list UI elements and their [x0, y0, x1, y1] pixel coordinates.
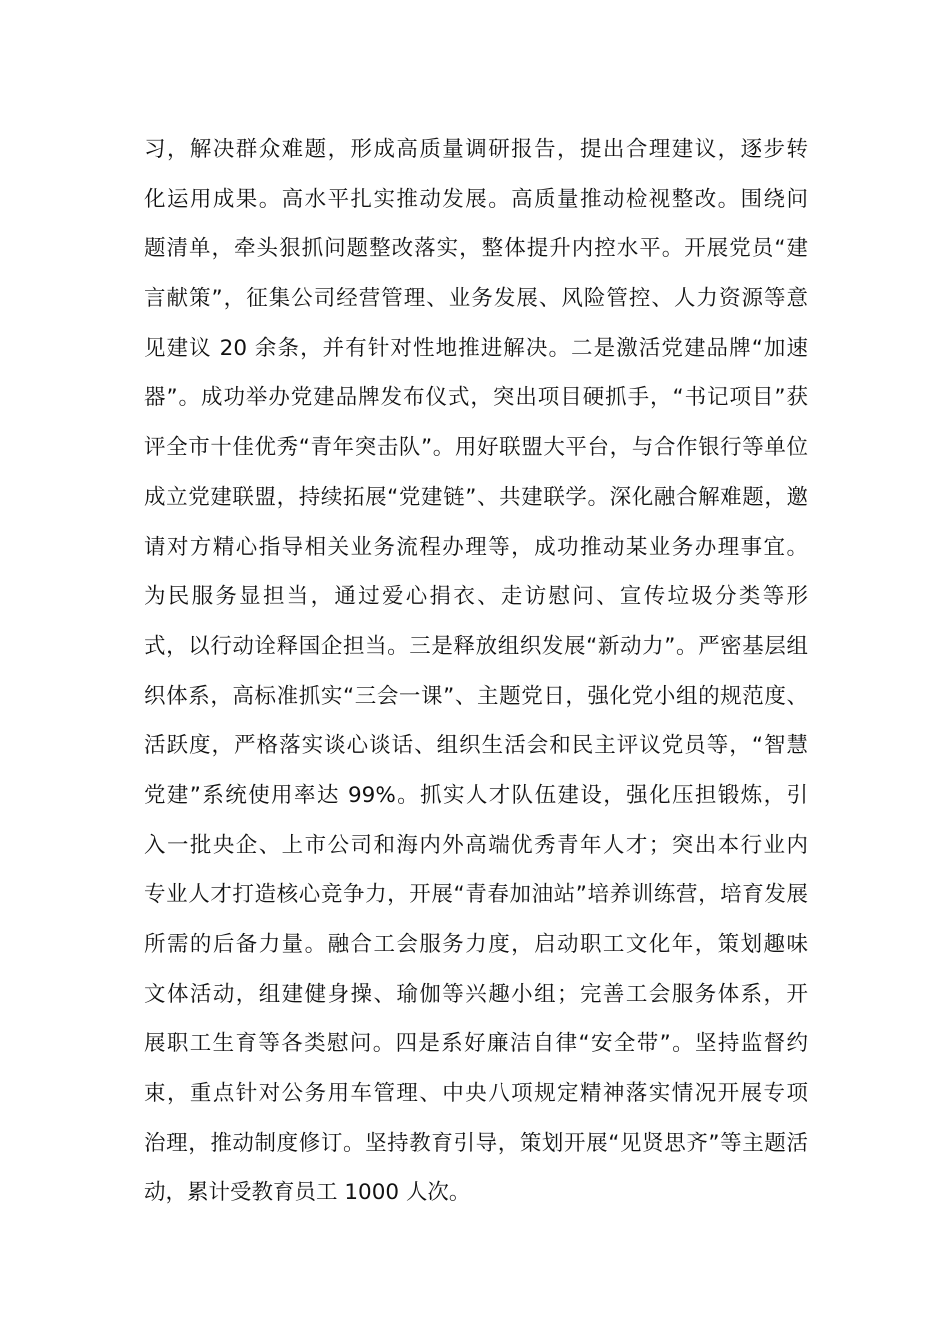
text-line: 请对方精心指导相关业务流程办理等，成功推动某业务办理事宜。	[144, 534, 808, 560]
text-line: 评全市十佳优秀“青年突击队”。用好联盟大平台，与合作银行等单位	[144, 435, 808, 461]
text-line: 入一批央企、上市公司和海内外高端优秀青年人才；突出本行业内	[144, 832, 808, 858]
text-line: 成立党建联盟，持续拓展“党建链”、共建联学。深化融合解难题，邀	[144, 484, 808, 510]
text-line: 见建议 20 余条，并有针对性地推进解决。二是激活党建品牌“加速	[144, 335, 808, 361]
text-line: 专业人才打造核心竞争力，开展“青春加油站”培养训练营，培育发展	[144, 882, 808, 908]
text-line: 式，以行动诠释国企担当。三是释放组织发展“新动力”。严密基层组	[144, 633, 808, 659]
text-line: 言献策”，征集公司经营管理、业务发展、风险管控、人力资源等意	[144, 286, 808, 312]
text-line: 活跃度，严格落实谈心谈话、组织生活会和民主评议党员等，“智慧	[144, 733, 808, 759]
text-line: 器”。成功举办党建品牌发布仪式，突出项目硬抓手，“书记项目”获	[144, 385, 808, 411]
text-line: 习，解决群众难题，形成高质量调研报告，提出合理建议，逐步转	[144, 137, 808, 162]
text-line: 党建”系统使用率达 99%。抓实人才队伍建设，强化压担锻炼，引	[144, 782, 808, 808]
body-paragraph	[144, 125, 808, 1218]
text-line: 治理，推动制度修订。坚持教育引导，策划开展“见贤思齐”等主题活	[144, 1130, 808, 1156]
text-line: 题清单，牵头狠抓问题整改落实，整体提升内控水平。开展党员“建	[144, 236, 808, 262]
text-line: 所需的后备力量。融合工会服务力度，启动职工文化年，策划趣味	[144, 932, 808, 957]
text-line: 文体活动，组建健身操、瑜伽等兴趣小组；完善工会服务体系，开	[144, 981, 808, 1007]
text-line: 动，累计受教育员工 1000 人次。	[144, 1180, 471, 1206]
text-line: 织体系，高标准抓实“三会一课”、主题党日，强化党小组的规范度、	[144, 683, 808, 709]
text-line: 束，重点针对公务用车管理、中央八项规定精神落实情况开展专项	[144, 1081, 808, 1107]
text-line: 为民服务显担当，通过爱心捐衣、走访慰问、宣传垃圾分类等形	[144, 584, 808, 610]
text-line: 化运用成果。高水平扎实推动发展。高质量推动检视整改。围绕问	[144, 186, 808, 212]
text-line: 展职工生育等各类慰问。四是系好廉洁自律“安全带”。坚持监督约	[144, 1031, 808, 1057]
